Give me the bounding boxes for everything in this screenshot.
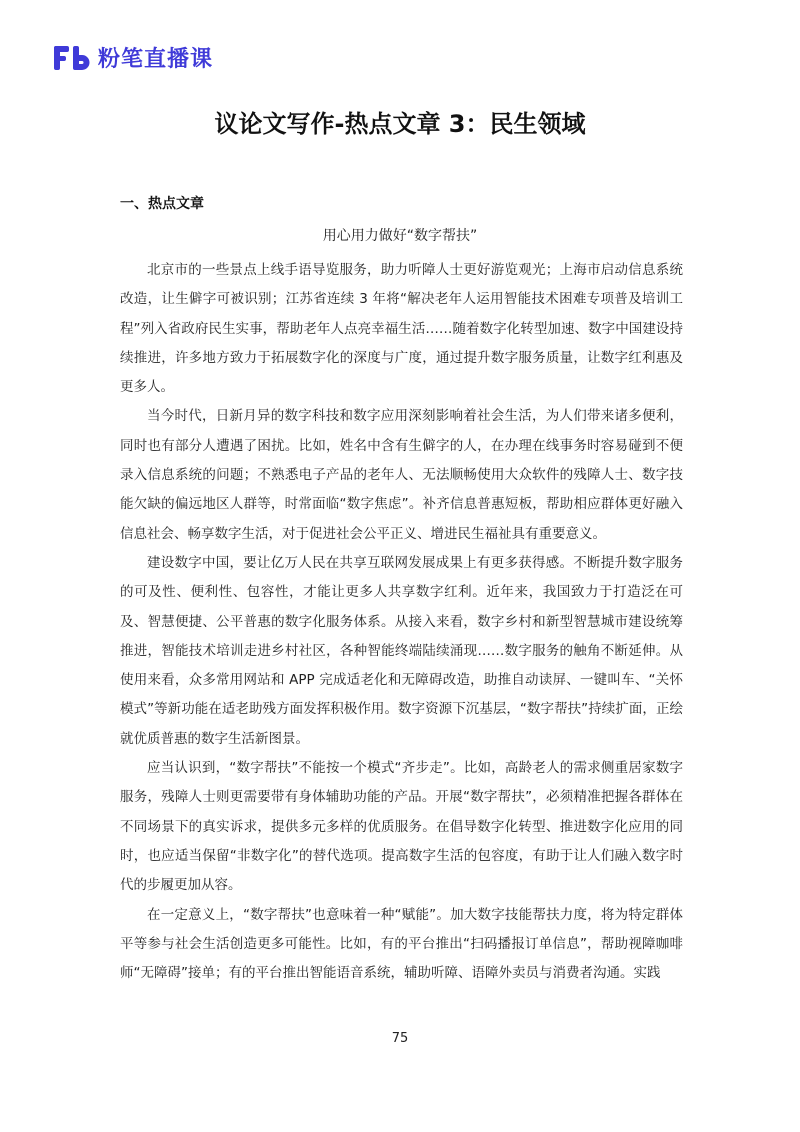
paragraph: 当今时代，日新月异的数字科技和数字应用深刻影响着社会生活，为人们带来诸多便利，同时也有部分人遭遇了困扰。比如，姓名中含有生僻字的人，在办理在线事务时容易碰到不便录入信息系统的问题；不熟悉电子产品的老年人、无法顺畅使用大众软件的残障人士、数字技能欠缺的偏远地区人群等，时常面临“数字焦虑”。补齐信息普惠短板，帮助相应群体更好融入信息社会、畅享数字生活，对于促进社会公平正义、增进民生福祉具有重要意义。 — [120, 408, 683, 542]
article-body — [120, 256, 683, 988]
page-title: 议论文写作-热点文章 3：民生领域 — [214, 110, 586, 138]
brand-logo — [52, 42, 213, 73]
paragraph: 在一定意义上，“数字帮扶”也意味着一种“赋能”。加大数字技能帮扶力度，将为特定群体平等参与社会生活创造更多可能性。比如，有的平台推出“扫码播报订单信息”，帮助视障咖啡师“无障碍”接单；有的平台推出智能语音系统，辅助听障、语障外卖员与消费者沟通。实践 — [120, 906, 683, 982]
brand-name: 粉笔直播课 — [98, 47, 214, 72]
paragraph: 建设数字中国，要让亿万人民在共享互联网发展成果上有更多获得感。不断提升数字服务的可及性、便利性、包容性，才能让更多人共享数字红利。近年来，我国致力于打造泛在可及、智慧便捷、公平普惠的数字化服务体系。从接入来看，数字乡村和新型智慧城市建设统筹推进，智能技术培训走进乡村社区，各种智能终端陆续涌现……数字服务的触角不断延伸。从使用来看，众多常用网站和 APP 完成适老化和无障碍改造，助推自动读屏、一键叫车、“关怀模式”等新功能在适老助残方面发挥积极作用。数字资源下沉基层，“数字帮扶”持续扩面，正绘就优质普惠的数字生活新图景。 — [120, 554, 683, 747]
article-title: 用心用力做好“数字帮扶” — [322, 228, 478, 244]
paragraph: 北京市的一些景点上线手语导览服务，助力听障人士更好游览观光；上海市启动信息系统改造，让生僻字可被识别；江苏省连续 3 年将“解决老年人运用智能技术困难专项普及培训工程”列入省政府民生实事，帮助老年人点亮幸福生活……随着数字化转型加速、数字中国建设持续推进，许多地方致力于拓展数字化的深度与广度，通过提升数字服务质量，让数字红利惠及更多人。 — [120, 262, 683, 396]
section-heading: 一、热点文章 — [120, 196, 204, 212]
page-number: 75 — [391, 1031, 409, 1046]
fb-logo-icon — [52, 43, 92, 73]
paragraph: 应当认识到，“数字帮扶”不能按一个模式“齐步走”。比如，高龄老人的需求侧重居家数字服务，残障人士则更需要带有身体辅助功能的产品。开展“数字帮扶”，必须精准把握各群体在不同场景下的真实诉求，提供多元多样的优质服务。在倡导数字化转型、推进数字化应用的同时，也应适当保留“非数字化”的替代选项。提高数字生活的包容度，有助于让人们融入数字时代的步履更加从容。 — [120, 760, 683, 894]
